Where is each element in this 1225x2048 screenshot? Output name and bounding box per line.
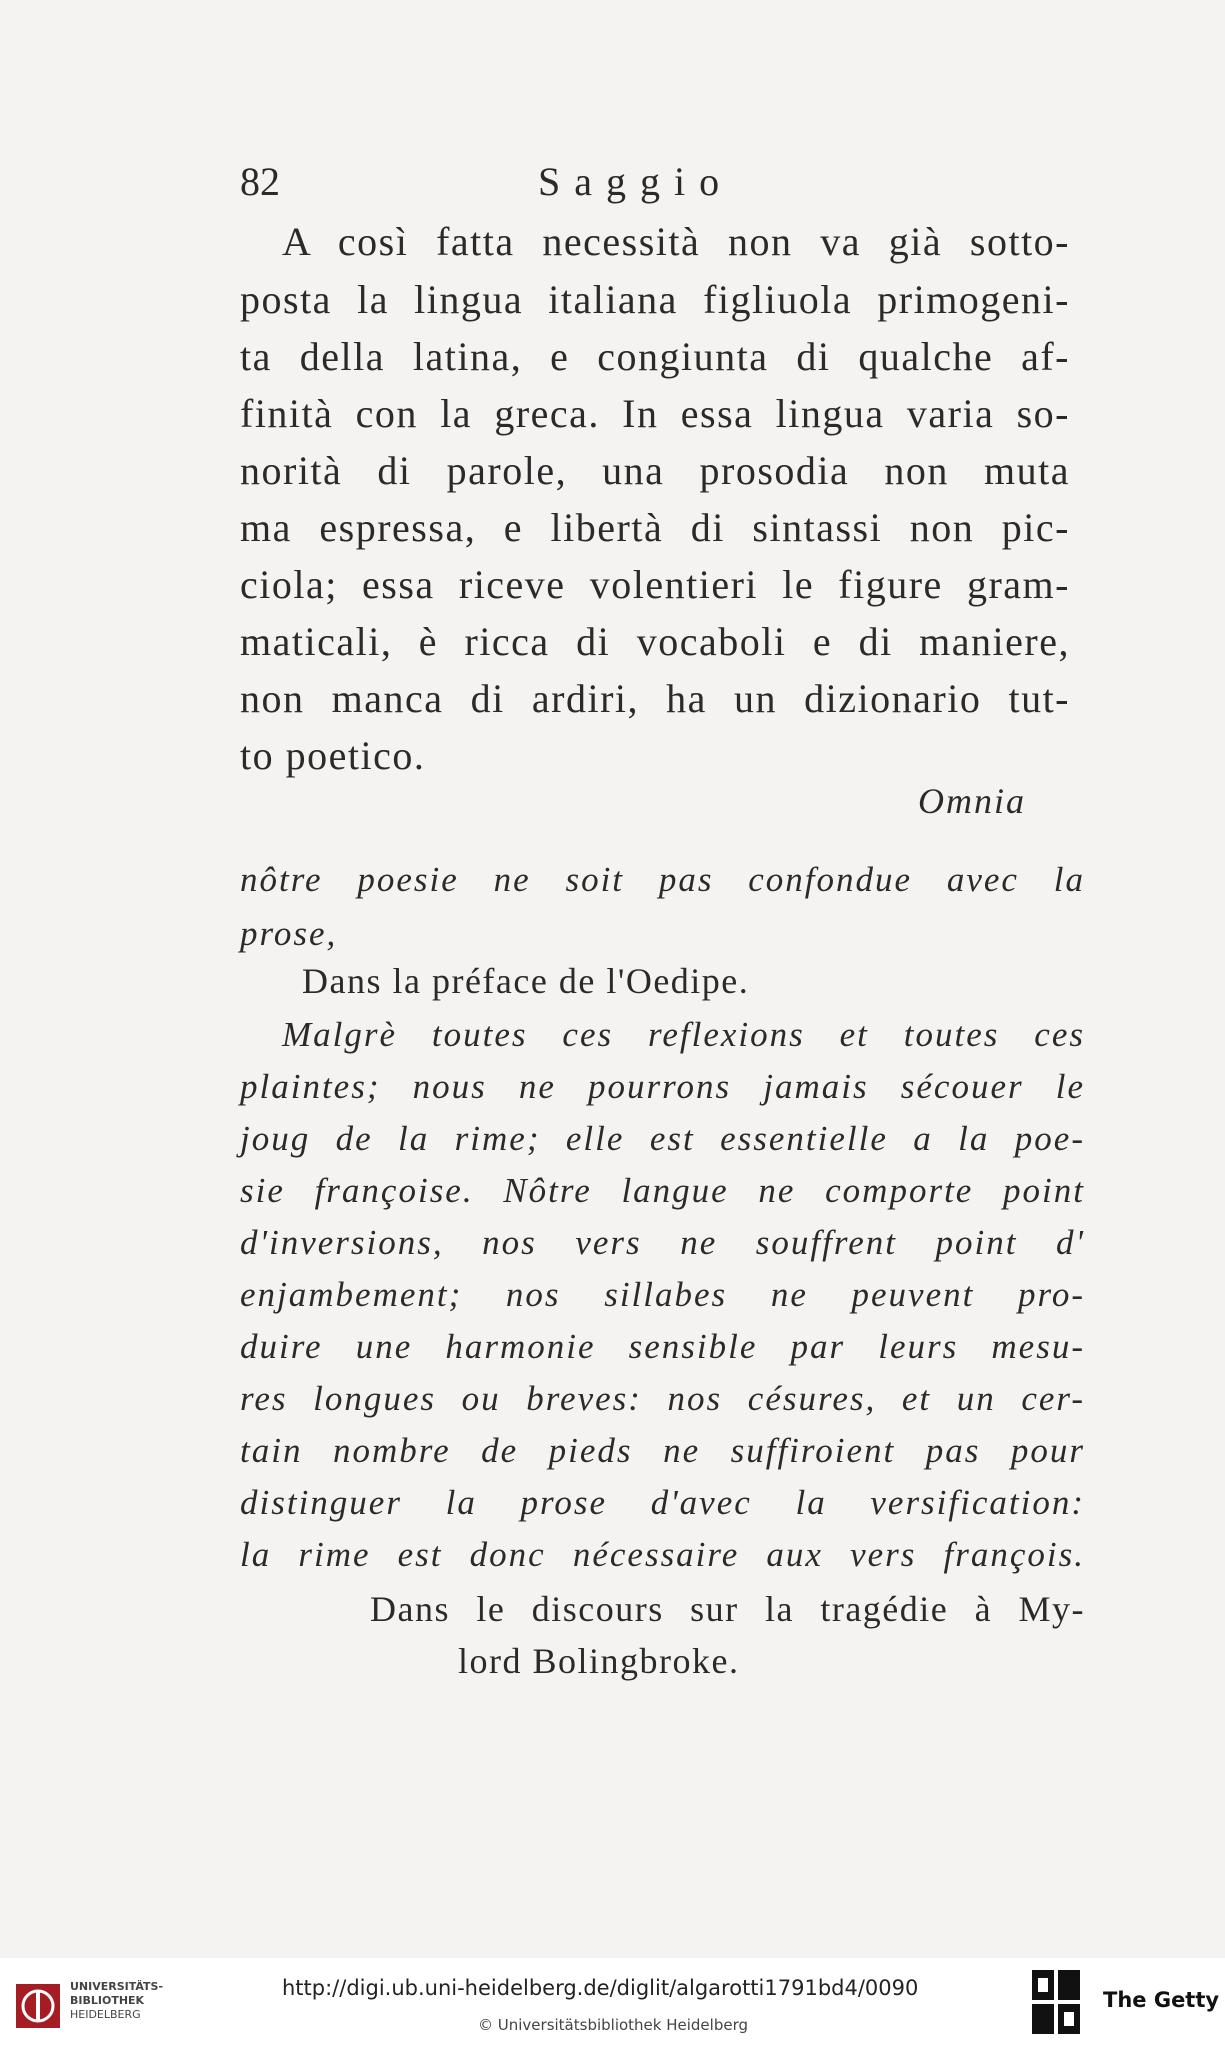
note-line: prose,	[240, 914, 338, 953]
quote-line: res longues ou breves: nos césures, et un cer-	[240, 1379, 1085, 1418]
text-line: posta la lingua italiana figliuola primogeni-	[240, 277, 1070, 322]
university-seal-icon	[14, 1982, 62, 2030]
quote-line: tain nombre de pieds ne suffiroient pas pour	[240, 1431, 1085, 1470]
quote-line: distinguer la prose d'avec la versification:	[240, 1483, 1085, 1522]
quote-line: enjambement; nos sillabes ne peuvent pro-	[240, 1275, 1085, 1314]
source-discours: Dans le discours sur la tragédie à My-	[370, 1589, 1085, 1629]
university-library-label: UNIVERSITÄTS- BIBLIOTHEK HEIDELBERG	[70, 1980, 164, 2021]
source-oedipe: Dans la préface de l'Oedipe.	[302, 961, 750, 1001]
text-line: ciola; essa riceve volentieri le figure gram-	[240, 562, 1070, 607]
source-discours: lord Bolingbroke.	[458, 1641, 740, 1681]
page-number: 82	[240, 159, 280, 204]
text-line: non manca di ardiri, ha un dizionario tut-	[240, 676, 1070, 721]
note-line: nôtre poesie ne soit pas confondue avec la	[240, 860, 1085, 899]
running-head: Saggio	[538, 159, 734, 204]
quote-line: Malgrè toutes ces reflexions et toutes ces	[282, 1015, 1085, 1054]
quote-line: joug de la rime; elle est essentielle a la poe-	[240, 1119, 1085, 1158]
quote-line: plaintes; nous ne pourrons jamais sécouer le	[240, 1067, 1085, 1106]
text-line: to poetico.	[240, 733, 426, 778]
text-line: finità con la greca. In essa lingua varia so-	[240, 391, 1070, 436]
quote-line: la rime est donc nécessaire aux vers françois.	[240, 1535, 1085, 1574]
quote-line: duire une harmonie sensible par leurs mesu-	[240, 1327, 1085, 1366]
text-line: norità di parole, una prosodia non muta	[240, 448, 1070, 493]
text-line: maticali, è ricca di vocaboli e di maniere,	[240, 619, 1070, 664]
catchword-omnia: Omnia	[918, 781, 1026, 821]
copyright-notice: © Universitätsbibliothek Heidelberg	[478, 2016, 749, 2034]
text-line: ta della latina, e congiunta di qualche af-	[240, 334, 1070, 379]
text-line: ma espressa, e libertà di sintassi non pic-	[240, 505, 1070, 550]
getty-logo-icon	[1032, 1970, 1080, 2034]
source-url-link[interactable]: http://digi.ub.uni-heidelberg.de/diglit/algarotti1791bd4/0090	[282, 1976, 919, 2000]
text-line: A così fatta necessità non va già sotto-	[282, 219, 1070, 264]
quote-line: sie françoise. Nôtre langue ne comporte point	[240, 1171, 1085, 1210]
quote-line: d'inversions, nos vers ne souffrent point d'	[240, 1223, 1085, 1262]
viewer-footer	[0, 1958, 1225, 2048]
sponsor-name: The Getty	[1103, 1988, 1220, 2012]
